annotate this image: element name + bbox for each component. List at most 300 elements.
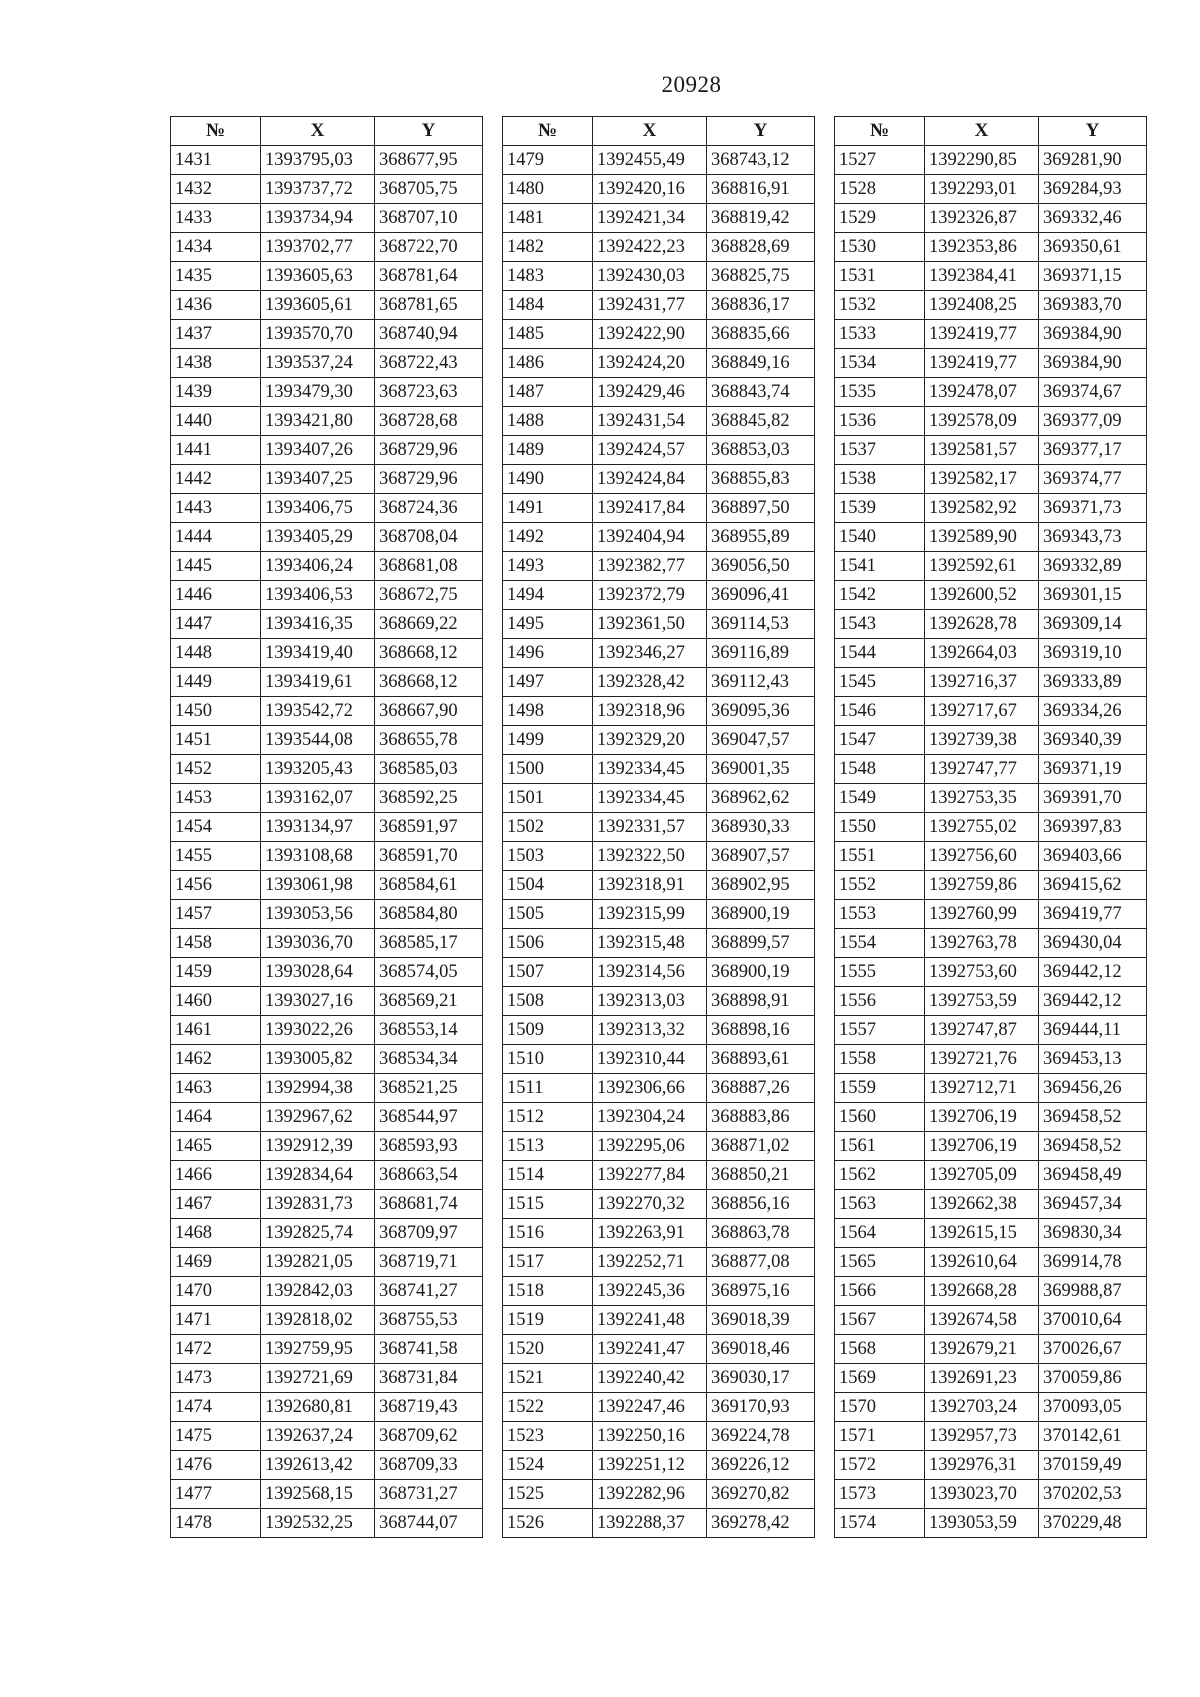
point-number-cell: 1512 bbox=[503, 1103, 593, 1132]
y-coordinate-cell: 370093,05 bbox=[1039, 1393, 1147, 1422]
y-coordinate-cell: 368731,27 bbox=[375, 1480, 483, 1509]
x-coordinate-cell: 1392825,74 bbox=[261, 1219, 375, 1248]
point-number-cell: 1555 bbox=[835, 958, 925, 987]
x-coordinate-cell: 1392628,78 bbox=[925, 610, 1039, 639]
column-header-y: Y bbox=[375, 117, 483, 146]
point-number-cell: 1431 bbox=[171, 146, 261, 175]
point-number-cell: 1543 bbox=[835, 610, 925, 639]
point-number-cell: 1505 bbox=[503, 900, 593, 929]
x-coordinate-cell: 1392615,15 bbox=[925, 1219, 1039, 1248]
point-number-cell: 1549 bbox=[835, 784, 925, 813]
x-coordinate-cell: 1392592,61 bbox=[925, 552, 1039, 581]
table-row bbox=[503, 813, 815, 842]
y-coordinate-cell: 369270,82 bbox=[707, 1480, 815, 1509]
x-coordinate-cell: 1392318,91 bbox=[593, 871, 707, 900]
table-row bbox=[171, 1161, 483, 1190]
table-header-row bbox=[503, 117, 815, 146]
y-coordinate-cell: 368521,25 bbox=[375, 1074, 483, 1103]
y-coordinate-cell: 369371,15 bbox=[1039, 262, 1147, 291]
x-coordinate-cell: 1392568,15 bbox=[261, 1480, 375, 1509]
y-coordinate-cell: 369458,49 bbox=[1039, 1161, 1147, 1190]
x-coordinate-cell: 1392288,37 bbox=[593, 1509, 707, 1538]
x-coordinate-cell: 1392313,03 bbox=[593, 987, 707, 1016]
point-number-cell: 1522 bbox=[503, 1393, 593, 1422]
point-number-cell: 1573 bbox=[835, 1480, 925, 1509]
y-coordinate-cell: 368681,74 bbox=[375, 1190, 483, 1219]
x-coordinate-cell: 1392582,17 bbox=[925, 465, 1039, 494]
point-number-cell: 1438 bbox=[171, 349, 261, 378]
x-coordinate-cell: 1392759,86 bbox=[925, 871, 1039, 900]
table-row bbox=[835, 436, 1147, 465]
x-coordinate-cell: 1393053,56 bbox=[261, 900, 375, 929]
table-row bbox=[171, 1335, 483, 1364]
point-number-cell: 1472 bbox=[171, 1335, 261, 1364]
table-row bbox=[503, 407, 815, 436]
y-coordinate-cell: 368781,64 bbox=[375, 262, 483, 291]
point-number-cell: 1535 bbox=[835, 378, 925, 407]
x-coordinate-cell: 1393028,64 bbox=[261, 958, 375, 987]
table-row bbox=[171, 1364, 483, 1393]
point-number-cell: 1496 bbox=[503, 639, 593, 668]
table-row bbox=[503, 494, 815, 523]
point-number-cell: 1455 bbox=[171, 842, 261, 871]
point-number-cell: 1484 bbox=[503, 291, 593, 320]
y-coordinate-cell: 369458,52 bbox=[1039, 1103, 1147, 1132]
table-row bbox=[835, 871, 1147, 900]
y-coordinate-cell: 368819,42 bbox=[707, 204, 815, 233]
y-coordinate-cell: 369377,09 bbox=[1039, 407, 1147, 436]
table-row bbox=[171, 697, 483, 726]
y-coordinate-cell: 368709,33 bbox=[375, 1451, 483, 1480]
y-coordinate-cell: 370229,48 bbox=[1039, 1509, 1147, 1538]
point-number-cell: 1461 bbox=[171, 1016, 261, 1045]
table-row bbox=[171, 1480, 483, 1509]
y-coordinate-cell: 368663,54 bbox=[375, 1161, 483, 1190]
y-coordinate-cell: 368845,82 bbox=[707, 407, 815, 436]
table-row bbox=[171, 175, 483, 204]
point-number-cell: 1541 bbox=[835, 552, 925, 581]
x-coordinate-cell: 1392318,96 bbox=[593, 697, 707, 726]
x-coordinate-cell: 1392429,46 bbox=[593, 378, 707, 407]
table-row bbox=[171, 1045, 483, 1074]
y-coordinate-cell: 368828,69 bbox=[707, 233, 815, 262]
y-coordinate-cell: 368741,58 bbox=[375, 1335, 483, 1364]
point-number-cell: 1467 bbox=[171, 1190, 261, 1219]
x-coordinate-cell: 1393134,97 bbox=[261, 813, 375, 842]
point-number-cell: 1454 bbox=[171, 813, 261, 842]
x-coordinate-cell: 1392322,50 bbox=[593, 842, 707, 871]
table-row bbox=[835, 1480, 1147, 1509]
x-coordinate-cell: 1392582,92 bbox=[925, 494, 1039, 523]
point-number-cell: 1469 bbox=[171, 1248, 261, 1277]
point-number-cell: 1449 bbox=[171, 668, 261, 697]
column-header-x: X bbox=[925, 117, 1039, 146]
table-row bbox=[171, 784, 483, 813]
y-coordinate-cell: 368585,17 bbox=[375, 929, 483, 958]
y-coordinate-cell: 369096,41 bbox=[707, 581, 815, 610]
point-number-cell: 1566 bbox=[835, 1277, 925, 1306]
x-coordinate-cell: 1392251,12 bbox=[593, 1451, 707, 1480]
y-coordinate-cell: 368655,78 bbox=[375, 726, 483, 755]
x-coordinate-cell: 1392610,64 bbox=[925, 1248, 1039, 1277]
table-row bbox=[835, 1248, 1147, 1277]
table-row bbox=[171, 755, 483, 784]
table-header-row bbox=[171, 117, 483, 146]
table-row bbox=[171, 320, 483, 349]
y-coordinate-cell: 368863,78 bbox=[707, 1219, 815, 1248]
table-row bbox=[835, 523, 1147, 552]
table-row bbox=[835, 1161, 1147, 1190]
y-coordinate-cell: 369442,12 bbox=[1039, 958, 1147, 987]
y-coordinate-cell: 369830,34 bbox=[1039, 1219, 1147, 1248]
point-number-cell: 1558 bbox=[835, 1045, 925, 1074]
point-number-cell: 1493 bbox=[503, 552, 593, 581]
x-coordinate-cell: 1392295,06 bbox=[593, 1132, 707, 1161]
point-number-cell: 1561 bbox=[835, 1132, 925, 1161]
x-coordinate-cell: 1393405,29 bbox=[261, 523, 375, 552]
table-row bbox=[835, 1045, 1147, 1074]
table-row bbox=[835, 1074, 1147, 1103]
x-coordinate-cell: 1392755,02 bbox=[925, 813, 1039, 842]
page-number: 20928 bbox=[661, 72, 722, 97]
table-row bbox=[503, 929, 815, 958]
y-coordinate-cell: 368728,68 bbox=[375, 407, 483, 436]
table-row bbox=[171, 378, 483, 407]
table-row bbox=[171, 262, 483, 291]
x-coordinate-cell: 1392721,76 bbox=[925, 1045, 1039, 1074]
point-number-cell: 1477 bbox=[171, 1480, 261, 1509]
point-number-cell: 1494 bbox=[503, 581, 593, 610]
table-row bbox=[171, 1074, 483, 1103]
column-header-x: X bbox=[593, 117, 707, 146]
table-row bbox=[503, 1074, 815, 1103]
y-coordinate-cell: 370059,86 bbox=[1039, 1364, 1147, 1393]
y-coordinate-cell: 368755,53 bbox=[375, 1306, 483, 1335]
point-number-cell: 1445 bbox=[171, 552, 261, 581]
x-coordinate-cell: 1392431,54 bbox=[593, 407, 707, 436]
y-coordinate-cell: 368900,19 bbox=[707, 900, 815, 929]
table-row bbox=[835, 233, 1147, 262]
column-header-number: № bbox=[171, 117, 261, 146]
table-row bbox=[835, 697, 1147, 726]
point-number-cell: 1495 bbox=[503, 610, 593, 639]
table-row bbox=[503, 1393, 815, 1422]
x-coordinate-cell: 1392674,58 bbox=[925, 1306, 1039, 1335]
table-row bbox=[171, 233, 483, 262]
x-coordinate-cell: 1392578,09 bbox=[925, 407, 1039, 436]
y-coordinate-cell: 370142,61 bbox=[1039, 1422, 1147, 1451]
table-row bbox=[835, 262, 1147, 291]
x-coordinate-cell: 1392250,16 bbox=[593, 1422, 707, 1451]
y-coordinate-cell: 369332,89 bbox=[1039, 552, 1147, 581]
table-row bbox=[835, 784, 1147, 813]
x-coordinate-cell: 1392613,42 bbox=[261, 1451, 375, 1480]
point-number-cell: 1518 bbox=[503, 1277, 593, 1306]
point-number-cell: 1567 bbox=[835, 1306, 925, 1335]
table-row bbox=[503, 610, 815, 639]
point-number-cell: 1492 bbox=[503, 523, 593, 552]
table-row bbox=[835, 726, 1147, 755]
table-row bbox=[503, 1190, 815, 1219]
x-coordinate-cell: 1392331,57 bbox=[593, 813, 707, 842]
y-coordinate-cell: 368707,10 bbox=[375, 204, 483, 233]
y-coordinate-cell: 368677,95 bbox=[375, 146, 483, 175]
point-number-cell: 1517 bbox=[503, 1248, 593, 1277]
x-coordinate-cell: 1392421,34 bbox=[593, 204, 707, 233]
table-row bbox=[171, 291, 483, 320]
y-coordinate-cell: 369309,14 bbox=[1039, 610, 1147, 639]
point-number-cell: 1464 bbox=[171, 1103, 261, 1132]
y-coordinate-cell: 368592,25 bbox=[375, 784, 483, 813]
x-coordinate-cell: 1392240,42 bbox=[593, 1364, 707, 1393]
table-row bbox=[503, 784, 815, 813]
table-row bbox=[503, 1451, 815, 1480]
point-number-cell: 1450 bbox=[171, 697, 261, 726]
x-coordinate-cell: 1393108,68 bbox=[261, 842, 375, 871]
y-coordinate-cell: 368955,89 bbox=[707, 523, 815, 552]
point-number-cell: 1456 bbox=[171, 871, 261, 900]
point-number-cell: 1476 bbox=[171, 1451, 261, 1480]
x-coordinate-cell: 1392831,73 bbox=[261, 1190, 375, 1219]
point-number-cell: 1463 bbox=[171, 1074, 261, 1103]
y-coordinate-cell: 369030,17 bbox=[707, 1364, 815, 1393]
x-coordinate-cell: 1392313,32 bbox=[593, 1016, 707, 1045]
table-row bbox=[171, 1219, 483, 1248]
table-row bbox=[171, 1103, 483, 1132]
y-coordinate-cell: 369456,26 bbox=[1039, 1074, 1147, 1103]
point-number-cell: 1499 bbox=[503, 726, 593, 755]
y-coordinate-cell: 368856,16 bbox=[707, 1190, 815, 1219]
table-row bbox=[835, 1364, 1147, 1393]
point-number-cell: 1534 bbox=[835, 349, 925, 378]
x-coordinate-cell: 1393407,25 bbox=[261, 465, 375, 494]
x-coordinate-cell: 1392326,87 bbox=[925, 204, 1039, 233]
table-row bbox=[171, 349, 483, 378]
table-row bbox=[171, 146, 483, 175]
x-coordinate-cell: 1392680,81 bbox=[261, 1393, 375, 1422]
point-number-cell: 1432 bbox=[171, 175, 261, 204]
table-row bbox=[835, 958, 1147, 987]
y-coordinate-cell: 368836,17 bbox=[707, 291, 815, 320]
y-coordinate-cell: 368584,80 bbox=[375, 900, 483, 929]
table-row bbox=[835, 552, 1147, 581]
y-coordinate-cell: 368850,21 bbox=[707, 1161, 815, 1190]
point-number-cell: 1485 bbox=[503, 320, 593, 349]
y-coordinate-cell: 368668,12 bbox=[375, 668, 483, 697]
table-row bbox=[503, 871, 815, 900]
point-number-cell: 1448 bbox=[171, 639, 261, 668]
y-coordinate-cell: 369383,70 bbox=[1039, 291, 1147, 320]
point-number-cell: 1470 bbox=[171, 1277, 261, 1306]
x-coordinate-cell: 1392241,48 bbox=[593, 1306, 707, 1335]
table-row bbox=[503, 987, 815, 1016]
x-coordinate-cell: 1392753,59 bbox=[925, 987, 1039, 1016]
table-row bbox=[171, 436, 483, 465]
y-coordinate-cell: 368667,90 bbox=[375, 697, 483, 726]
table-row bbox=[503, 842, 815, 871]
y-coordinate-cell: 369457,34 bbox=[1039, 1190, 1147, 1219]
x-coordinate-cell: 1392270,32 bbox=[593, 1190, 707, 1219]
x-coordinate-cell: 1392424,20 bbox=[593, 349, 707, 378]
point-number-cell: 1560 bbox=[835, 1103, 925, 1132]
x-coordinate-cell: 1392679,21 bbox=[925, 1335, 1039, 1364]
x-coordinate-cell: 1392304,24 bbox=[593, 1103, 707, 1132]
point-number-cell: 1504 bbox=[503, 871, 593, 900]
point-number-cell: 1482 bbox=[503, 233, 593, 262]
column-header-number: № bbox=[835, 117, 925, 146]
table-row bbox=[171, 900, 483, 929]
y-coordinate-cell: 369371,19 bbox=[1039, 755, 1147, 784]
y-coordinate-cell: 369419,77 bbox=[1039, 900, 1147, 929]
table-row bbox=[503, 291, 815, 320]
y-coordinate-cell: 369340,39 bbox=[1039, 726, 1147, 755]
x-coordinate-cell: 1392329,20 bbox=[593, 726, 707, 755]
point-number-cell: 1520 bbox=[503, 1335, 593, 1364]
y-coordinate-cell: 369056,50 bbox=[707, 552, 815, 581]
y-coordinate-cell: 369988,87 bbox=[1039, 1277, 1147, 1306]
y-coordinate-cell: 368708,04 bbox=[375, 523, 483, 552]
table-row bbox=[503, 668, 815, 697]
x-coordinate-cell: 1392706,19 bbox=[925, 1103, 1039, 1132]
point-number-cell: 1544 bbox=[835, 639, 925, 668]
y-coordinate-cell: 369112,43 bbox=[707, 668, 815, 697]
x-coordinate-cell: 1392408,25 bbox=[925, 291, 1039, 320]
y-coordinate-cell: 368907,57 bbox=[707, 842, 815, 871]
point-number-cell: 1488 bbox=[503, 407, 593, 436]
point-number-cell: 1554 bbox=[835, 929, 925, 958]
point-number-cell: 1466 bbox=[171, 1161, 261, 1190]
table-row bbox=[171, 581, 483, 610]
y-coordinate-cell: 368591,70 bbox=[375, 842, 483, 871]
y-coordinate-cell: 368668,12 bbox=[375, 639, 483, 668]
y-coordinate-cell: 368719,71 bbox=[375, 1248, 483, 1277]
table-row bbox=[503, 552, 815, 581]
y-coordinate-cell: 368584,61 bbox=[375, 871, 483, 900]
y-coordinate-cell: 369914,78 bbox=[1039, 1248, 1147, 1277]
point-number-cell: 1446 bbox=[171, 581, 261, 610]
x-coordinate-cell: 1393205,43 bbox=[261, 755, 375, 784]
y-coordinate-cell: 370026,67 bbox=[1039, 1335, 1147, 1364]
y-coordinate-cell: 369391,70 bbox=[1039, 784, 1147, 813]
x-coordinate-cell: 1392252,71 bbox=[593, 1248, 707, 1277]
point-number-cell: 1548 bbox=[835, 755, 925, 784]
point-number-cell: 1509 bbox=[503, 1016, 593, 1045]
y-coordinate-cell: 368849,16 bbox=[707, 349, 815, 378]
y-coordinate-cell: 368722,70 bbox=[375, 233, 483, 262]
point-number-cell: 1474 bbox=[171, 1393, 261, 1422]
table-row bbox=[503, 726, 815, 755]
x-coordinate-cell: 1392994,38 bbox=[261, 1074, 375, 1103]
y-coordinate-cell: 368897,50 bbox=[707, 494, 815, 523]
point-number-cell: 1562 bbox=[835, 1161, 925, 1190]
y-coordinate-cell: 368902,95 bbox=[707, 871, 815, 900]
point-number-cell: 1527 bbox=[835, 146, 925, 175]
table-row bbox=[835, 1016, 1147, 1045]
point-number-cell: 1480 bbox=[503, 175, 593, 204]
table-row bbox=[171, 1393, 483, 1422]
point-number-cell: 1526 bbox=[503, 1509, 593, 1538]
point-number-cell: 1458 bbox=[171, 929, 261, 958]
point-number-cell: 1447 bbox=[171, 610, 261, 639]
x-coordinate-cell: 1392662,38 bbox=[925, 1190, 1039, 1219]
x-coordinate-cell: 1392314,56 bbox=[593, 958, 707, 987]
x-coordinate-cell: 1392455,49 bbox=[593, 146, 707, 175]
x-coordinate-cell: 1392589,90 bbox=[925, 523, 1039, 552]
x-coordinate-cell: 1392821,05 bbox=[261, 1248, 375, 1277]
x-coordinate-cell: 1393027,16 bbox=[261, 987, 375, 1016]
point-number-cell: 1441 bbox=[171, 436, 261, 465]
point-number-cell: 1498 bbox=[503, 697, 593, 726]
y-coordinate-cell: 368729,96 bbox=[375, 436, 483, 465]
x-coordinate-cell: 1392361,50 bbox=[593, 610, 707, 639]
table-row bbox=[835, 755, 1147, 784]
x-coordinate-cell: 1393036,70 bbox=[261, 929, 375, 958]
table-row bbox=[835, 1422, 1147, 1451]
y-coordinate-cell: 368900,19 bbox=[707, 958, 815, 987]
table-row bbox=[171, 987, 483, 1016]
table-row bbox=[503, 1335, 815, 1364]
y-coordinate-cell: 368672,75 bbox=[375, 581, 483, 610]
table-row bbox=[835, 900, 1147, 929]
table-row bbox=[503, 436, 815, 465]
y-coordinate-cell: 369114,53 bbox=[707, 610, 815, 639]
point-number-cell: 1532 bbox=[835, 291, 925, 320]
table-row bbox=[835, 813, 1147, 842]
table-row bbox=[171, 1509, 483, 1538]
y-coordinate-cell: 368898,16 bbox=[707, 1016, 815, 1045]
y-coordinate-cell: 368553,14 bbox=[375, 1016, 483, 1045]
y-coordinate-cell: 369224,78 bbox=[707, 1422, 815, 1451]
point-number-cell: 1529 bbox=[835, 204, 925, 233]
point-number-cell: 1510 bbox=[503, 1045, 593, 1074]
table-row bbox=[835, 349, 1147, 378]
point-number-cell: 1568 bbox=[835, 1335, 925, 1364]
x-coordinate-cell: 1393061,98 bbox=[261, 871, 375, 900]
y-coordinate-cell: 369374,67 bbox=[1039, 378, 1147, 407]
point-number-cell: 1530 bbox=[835, 233, 925, 262]
x-coordinate-cell: 1393162,07 bbox=[261, 784, 375, 813]
table-row bbox=[171, 1016, 483, 1045]
x-coordinate-cell: 1392431,77 bbox=[593, 291, 707, 320]
point-number-cell: 1542 bbox=[835, 581, 925, 610]
table-row bbox=[503, 378, 815, 407]
point-number-cell: 1545 bbox=[835, 668, 925, 697]
point-number-cell: 1547 bbox=[835, 726, 925, 755]
table-row bbox=[171, 726, 483, 755]
y-coordinate-cell: 368544,97 bbox=[375, 1103, 483, 1132]
point-number-cell: 1475 bbox=[171, 1422, 261, 1451]
point-number-cell: 1516 bbox=[503, 1219, 593, 1248]
table-row bbox=[503, 233, 815, 262]
column-header-y: Y bbox=[1039, 117, 1147, 146]
table-row bbox=[503, 1103, 815, 1132]
point-number-cell: 1574 bbox=[835, 1509, 925, 1538]
point-number-cell: 1524 bbox=[503, 1451, 593, 1480]
x-coordinate-cell: 1393737,72 bbox=[261, 175, 375, 204]
y-coordinate-cell: 370159,49 bbox=[1039, 1451, 1147, 1480]
y-coordinate-cell: 369384,90 bbox=[1039, 320, 1147, 349]
x-coordinate-cell: 1392346,27 bbox=[593, 639, 707, 668]
y-coordinate-cell: 368724,36 bbox=[375, 494, 483, 523]
point-number-cell: 1514 bbox=[503, 1161, 593, 1190]
x-coordinate-cell: 1392747,77 bbox=[925, 755, 1039, 784]
x-coordinate-cell: 1392424,57 bbox=[593, 436, 707, 465]
table-row bbox=[835, 987, 1147, 1016]
table-row bbox=[503, 262, 815, 291]
point-number-cell: 1550 bbox=[835, 813, 925, 842]
point-number-cell: 1479 bbox=[503, 146, 593, 175]
point-number-cell: 1557 bbox=[835, 1016, 925, 1045]
